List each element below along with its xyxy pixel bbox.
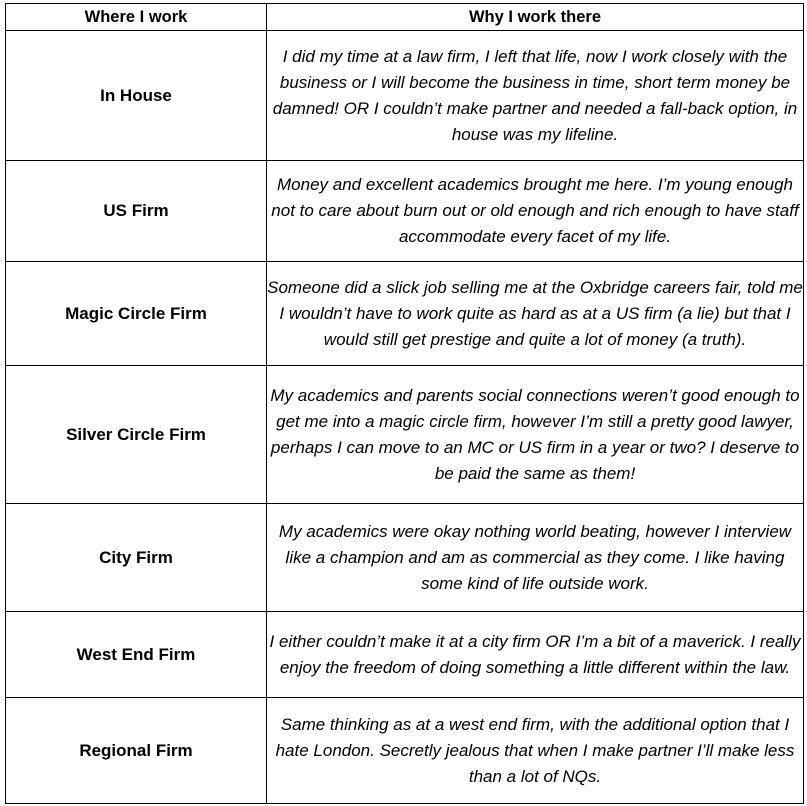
- why-cell: Same thinking as at a west end firm, with the additional option that I hate London. Secretly jealous that when I make partner I’ll make less than a lot of NQs.: [267, 698, 804, 804]
- why-cell: I did my time at a law firm, I left that life, now I work closely with the business or I will become the business in time, short term money be damned! OR I couldn’t make partner and needed a fall-back option, in house was my lifeline.: [267, 31, 804, 161]
- why-cell: Someone did a slick job selling me at the Oxbridge careers fair, told me I wouldn’t have to work quite as hard as at a US firm (a lie) but that I would still get prestige and quite a lot of money (a truth).: [267, 262, 804, 366]
- header-row: [6, 4, 804, 31]
- why-cell: I either couldn’t make it at a city firm OR I’m a bit of a maverick. I really enjoy the freedom of doing something a little different within the law.: [267, 612, 804, 698]
- table-row: [6, 161, 804, 262]
- table-row: [6, 262, 804, 366]
- where-cell: Silver Circle Firm: [6, 366, 267, 504]
- table-row: [6, 612, 804, 698]
- where-cell: Regional Firm: [6, 698, 267, 804]
- table-row: [6, 698, 804, 804]
- header-why-i-work-there: Why I work there: [267, 4, 804, 31]
- where-cell: US Firm: [6, 161, 267, 262]
- why-cell: Money and excellent academics brought me here. I’m young enough not to care about burn out or old enough and rich enough to have staff accommodate every facet of my life.: [267, 161, 804, 262]
- why-cell: My academics were okay nothing world beating, however I interview like a champion and am as commercial as they come. I like having some kind of life outside work.: [267, 504, 804, 612]
- table-row: [6, 366, 804, 504]
- where-cell: City Firm: [6, 504, 267, 612]
- where-cell: West End Firm: [6, 612, 267, 698]
- where-cell: Magic Circle Firm: [6, 262, 267, 366]
- table-row: [6, 504, 804, 612]
- law-firm-table: [5, 3, 804, 804]
- table-row: [6, 31, 804, 161]
- where-cell: In House: [6, 31, 267, 161]
- header-where-i-work: Where I work: [6, 4, 267, 31]
- why-cell: My academics and parents social connections weren’t good enough to get me into a magic circle firm, however I’m still a pretty good lawyer, perhaps I can move to an MC or US firm in a year or two? I deserve to be paid the same as them!: [267, 366, 804, 504]
